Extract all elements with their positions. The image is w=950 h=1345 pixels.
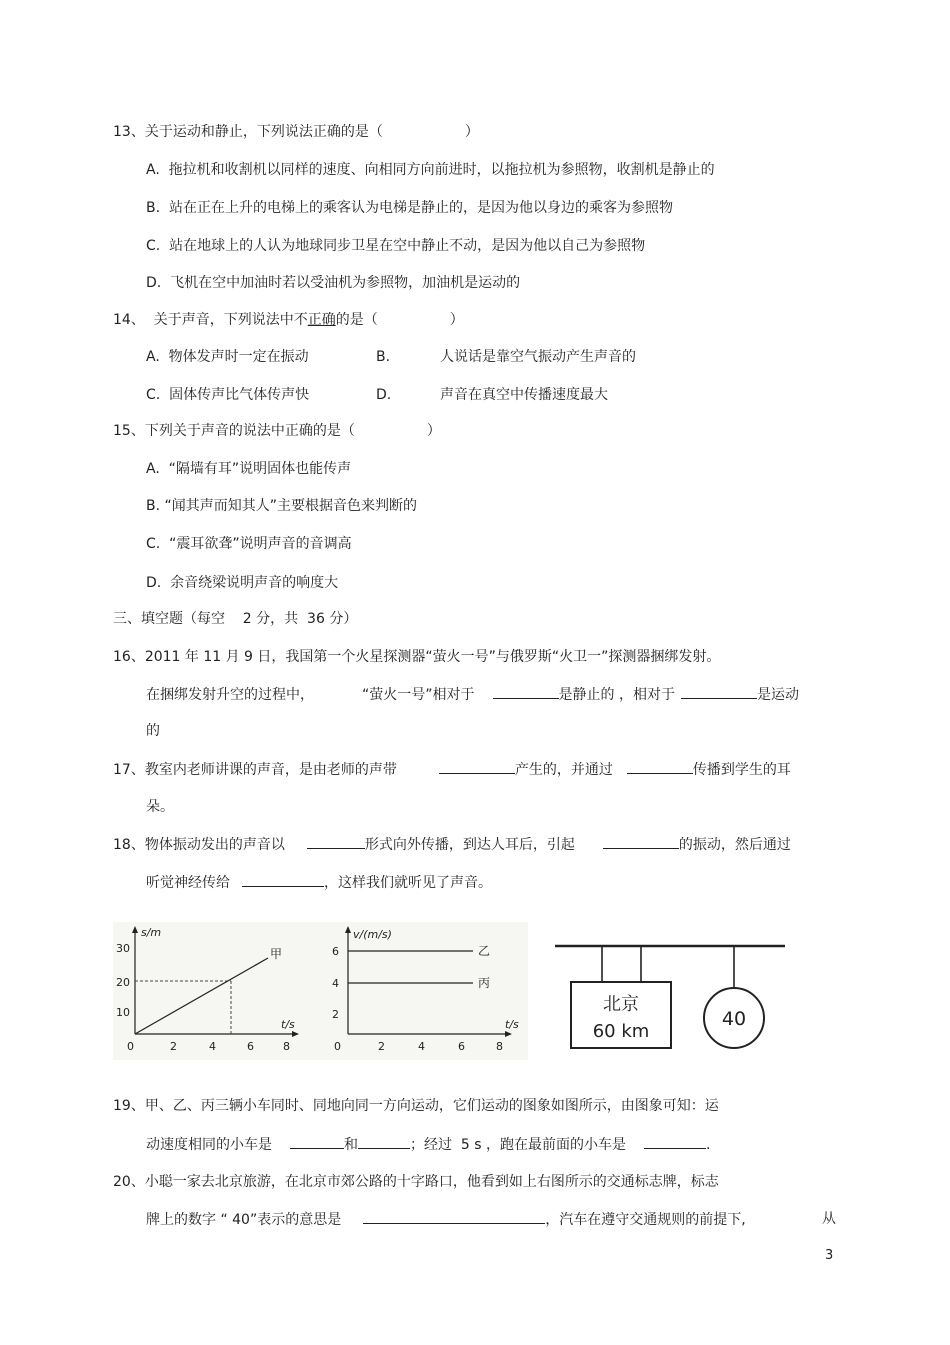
- answer-blank[interactable]: [493, 684, 559, 699]
- sign-distance: 60 km: [592, 1021, 650, 1042]
- vt-xtick-8: 8: [496, 1040, 503, 1053]
- answer-blank[interactable]: [627, 759, 693, 774]
- st-ytick-30: 30: [116, 942, 130, 955]
- vt-xtick-2: 2: [378, 1040, 385, 1053]
- vt-ylabel: v/(m/s): [353, 928, 392, 941]
- answer-blank[interactable]: [644, 1134, 706, 1149]
- q14-option-d: 声音在真空中传播速度最大: [440, 387, 608, 403]
- vt-xtick-0: 0: [334, 1040, 341, 1053]
- vt-ytick-6: 6: [332, 945, 339, 958]
- q13-stem: 13、关于运动和静止，下列说法正确的是（ ）: [113, 124, 479, 140]
- st-xtick-0: 0: [127, 1040, 134, 1053]
- q15-stem: 15、下列关于声音的说法中正确的是（ ）: [113, 423, 441, 439]
- answer-blank[interactable]: [681, 684, 757, 699]
- st-ylabel: s/m: [141, 926, 162, 939]
- answer-blank[interactable]: [363, 1209, 545, 1224]
- vt-ytick-4: 4: [332, 977, 339, 990]
- q15-option-c: C. “震耳欲聋”说明声音的音调高: [146, 536, 352, 552]
- page-number: 3: [825, 1248, 834, 1263]
- answer-blank[interactable]: [358, 1134, 410, 1149]
- sign-city: 北京: [603, 994, 639, 1015]
- q13-option-d: D. 飞机在空中加油时若以受油机为参照物，加油机是运动的: [146, 275, 521, 291]
- answer-blank[interactable]: [439, 759, 515, 774]
- q13-option-a: A. 拖拉机和收割机以同样的速度、向相同方向前进时，以拖拉机为参照物，收割机是静止的: [146, 162, 715, 178]
- q20-line1: 20、小聪一家去北京旅游，在北京市郊公路的十字路口，他看到如上右图所示的交通标志牌，标志: [113, 1174, 719, 1190]
- vt-series-bing: 丙: [478, 976, 491, 990]
- q14-option-d-letter: D.: [376, 387, 392, 403]
- q18-line1: 18、物体振动发出的声音以 形式向外传播，到达人耳后，引起 的振动，然后通过: [113, 834, 791, 855]
- q15-option-b: B. “闻其声而知其人”主要根据音色来判断的: [146, 498, 418, 514]
- q14-option-a: A. 物体发声时一定在振动: [146, 349, 309, 365]
- st-ytick-10: 10: [116, 1006, 130, 1019]
- q13-option-c: C. 站在地球上的人认为地球同步卫星在空中静止不动，是因为他以自己为参照物: [146, 238, 646, 254]
- q14-option-b-letter: B.: [376, 349, 391, 365]
- q19-line1: 19、甲、乙、丙三辆小车同时、同地向同一方向运动，它们运动的图象如图所示，由图象可知：运: [113, 1098, 719, 1114]
- vt-series-yi: 乙: [478, 944, 491, 958]
- answer-blank[interactable]: [307, 834, 365, 849]
- q13-option-b: B. 站在正在上升的电梯上的乘客认为电梯是静止的，是因为他以身边的乘客为参照物: [146, 200, 673, 216]
- q14-option-b: 人说话是靠空气振动产生声音的: [440, 349, 636, 365]
- q14-option-c: C. 固体传声比气体传声快: [146, 387, 310, 403]
- answer-blank[interactable]: [603, 834, 679, 849]
- traffic-sign-figure: [553, 938, 788, 1058]
- q17-line2: 朵。: [146, 799, 174, 815]
- answer-blank[interactable]: [290, 1134, 344, 1149]
- answer-blank[interactable]: [242, 872, 324, 887]
- vt-xtick-6: 6: [458, 1040, 465, 1053]
- q15-option-a: A. “隔墙有耳”说明固体也能传声: [146, 461, 352, 477]
- q17-line1: 17、教室内老师讲课的声音，是由老师的声带 产生的，并通过 传播到学生的耳: [113, 759, 791, 780]
- q15-option-d: D. 余音绕梁说明声音的响度大: [146, 575, 339, 591]
- q20-line2: 牌上的数字 “ 40”表示的意思是 ，汽车在遵守交通规则的前提下,: [146, 1209, 746, 1230]
- st-xtick-6: 6: [247, 1040, 254, 1053]
- vt-xlabel: t/s: [505, 1018, 519, 1031]
- section-heading: 三、填空题（每空 2 分，共 36 分）: [113, 611, 358, 627]
- st-xtick-8: 8: [283, 1040, 290, 1053]
- st-xlabel: t/s: [281, 1018, 295, 1031]
- st-xtick-2: 2: [170, 1040, 177, 1053]
- q18-line2: 听觉神经传给 ，这样我们就听见了声音。: [146, 872, 492, 893]
- q16-line1: 16、2011 年 11 月 9 日，我国第一个火星探测器“萤火一号”与俄罗斯“火卫一”探测器捆绑发射。: [113, 649, 721, 665]
- motion-graphs-figure: [113, 922, 528, 1060]
- vt-xtick-4: 4: [418, 1040, 425, 1053]
- q16-line3: 的: [146, 723, 160, 739]
- q19-line2: 动速度相同的小车是 和 ；经过 5 s ，跑在最前面的小车是 .: [146, 1134, 710, 1155]
- q20-line2-end: 从: [822, 1211, 836, 1227]
- st-ytick-20: 20: [116, 976, 130, 989]
- q14-stem: 14、 关于声音，下列说法中不正确的是（ ）: [113, 312, 464, 328]
- vt-ytick-2: 2: [332, 1008, 339, 1021]
- st-xtick-4: 4: [209, 1040, 216, 1053]
- sign-speed-limit: 40: [721, 1008, 747, 1030]
- q16-line2: 在捆绑发射升空的过程中， “萤火一号”相对于 是静止的 ，相对于 是运动: [146, 684, 799, 705]
- st-series-label: 甲: [270, 947, 283, 961]
